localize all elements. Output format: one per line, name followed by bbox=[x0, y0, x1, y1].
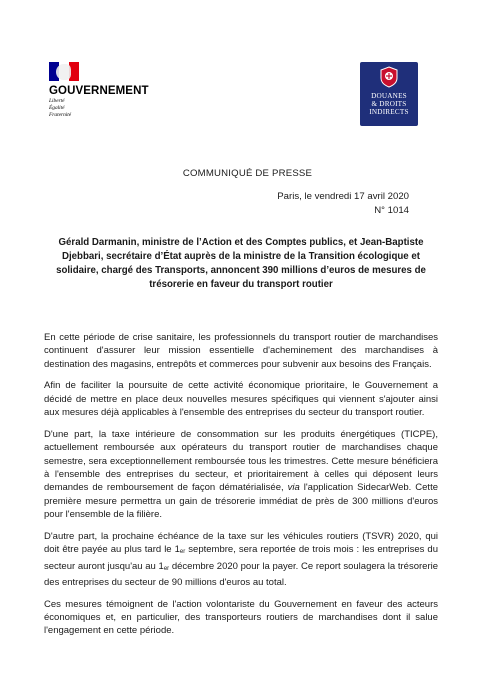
place-date: Paris, le vendredi 17 avril 2020 bbox=[277, 191, 409, 202]
paragraph: En cette période de crise sanitaire, les professionnels du transport routier de marchandises continuent d'assurer leur mission essentielle d'acheminement des marchandises à destination des magasins, entrepôts et commerces pour subvenir aux besoins des Français. bbox=[44, 332, 438, 370]
gov-name: GOUVERNEMENT bbox=[49, 85, 149, 97]
release-number: N° 1014 bbox=[374, 205, 409, 216]
douanes-name: DOUANES & DROITS INDIRECTS bbox=[369, 92, 409, 116]
release-body bbox=[44, 331, 438, 646]
release-title: Gérald Darmanin, ministre de l’Action et des Comptes publics, et Jean-Baptiste Djebbari, secrétaire d’État auprès de la ministre de la Transition écologique et solidaire, chargé des Transports, annoncent 390 millions d’euros de mesures de trésorerie en faveur du transport routier bbox=[56, 237, 426, 291]
press-release-heading: COMMUNIQUÉ DE PRESSE bbox=[182, 168, 313, 179]
paragraph: Afin de faciliter la poursuite de cette activité économique prioritaire, le Gouvernement a décidé de mettre en place deux nouvelles mesures spécifiques qui viennent s'ajouter ainsi aux mesures déjà applicables à l'ensemble des entreprises du secteur du transport routier. bbox=[44, 380, 438, 419]
gov-motto: Liberté Égalité Fraternité bbox=[49, 98, 72, 118]
paragraph: D'une part, la taxe intérieure de consommation sur les produits énergétiques (TICPE), actuellement remboursée aux opérateurs du transport routier de marchandises chaque semestre, sera exceptionnellement remboursée tous les trimestres. Cette mesure bénéficiera à l'ensemble des entreprises du secteur, et prioritairement à celles qui déposent leurs demandes de remboursement de façon dématérialisée, via l'application SidecarWeb. Cette première mesure permettra un gain de trésorerie immédiat de près de 300 millions d'euros pour l'ensemble de la filière. bbox=[44, 428, 438, 521]
douanes-emblem-icon bbox=[379, 66, 399, 88]
french-flag-icon bbox=[49, 62, 79, 81]
paragraph: D'autre part, la prochaine échéance de la taxe sur les véhicules routiers (TSVR) 2020, qui doit être payée au plus tard le 1er septembre, sera reportée de trois mois : les entreprises du secteur auront jusqu'au au 1er décembre 2020 pour la payer. Ce report soulagera la trésorerie des entreprises du secteur de 90 millions d'euros au total. bbox=[44, 530, 439, 589]
gouvernement-logo bbox=[49, 62, 149, 119]
paragraph: Ces mesures témoignent de l'action volontariste du Gouvernement en faveur des acteurs économiques et, en particulier, des transporteurs routiers de marchandises dont il salue l'engagement en cette période. bbox=[44, 598, 438, 637]
douanes-logo bbox=[360, 62, 418, 126]
